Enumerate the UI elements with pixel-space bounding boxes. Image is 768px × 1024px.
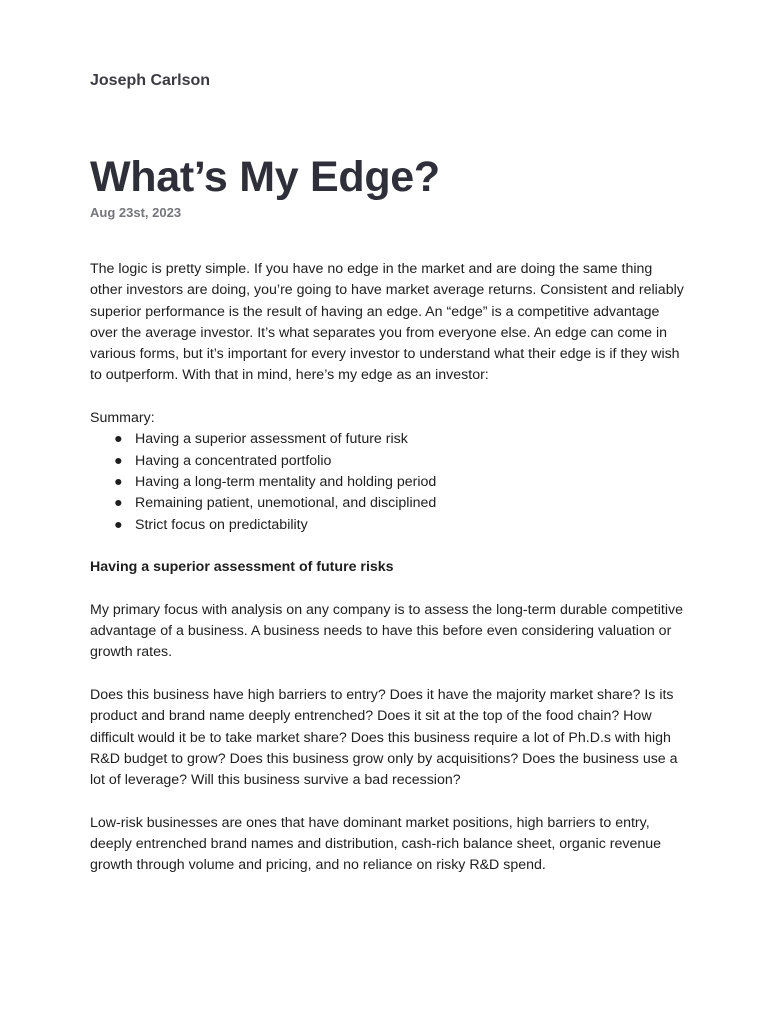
list-item-text: Remaining patient, unemotional, and disciplined	[135, 495, 437, 512]
section-heading: Having a superior assessment of future risks	[90, 559, 394, 576]
spacer	[90, 536, 684, 557]
author-name: Joseph Carlson	[90, 72, 211, 89]
bullet-icon: ●	[114, 495, 123, 512]
summary-list	[90, 429, 684, 535]
publish-date: Aug 23st, 2023	[90, 205, 182, 220]
body-paragraph: Low-risk businesses are ones that have dominant market positions, high barriers to entry, deeply entrenched brand names and distribution, cash-rich balance sheet, organic revenue growth through volume and pricing, and no reliance on risky R&D spend.	[90, 814, 662, 874]
spacer	[90, 578, 684, 599]
body-paragraph: My primary focus with analysis on any company is to assess the long-term durable competitive advantage of a business. A business needs to have this before even considering valuation or growth rates.	[90, 601, 683, 661]
list-item	[90, 472, 684, 493]
list-item-text: Strict focus on predictability	[135, 516, 308, 533]
list-item	[90, 451, 684, 472]
intro-paragraph: The logic is pretty simple. If you have no edge in the market and are doing the same thing other investors are doing, you’re going to have market average returns. Consistent and reliably superior performance is the result of having an edge. An “edge” is a competitive advantage over the average investor. It’s what separates you from everyone else. An edge can come in various forms, but it’s important for every investor to understand what their edge is if they wish to outperform. With that in mind, here’s my edge as an investor:	[90, 261, 684, 384]
list-item-text: Having a superior assessment of future risk	[135, 431, 408, 448]
list-item	[90, 493, 684, 514]
article-body	[90, 259, 684, 877]
list-item	[90, 515, 684, 536]
spacer	[90, 387, 684, 408]
page-title: What’s My Edge?	[90, 153, 440, 201]
list-item-text: Having a long-term mentality and holding period	[135, 473, 437, 490]
spacer	[90, 791, 684, 812]
bullet-icon: ●	[114, 431, 123, 448]
list-item	[90, 429, 684, 450]
bullet-icon: ●	[114, 516, 123, 533]
bullet-icon: ●	[114, 473, 123, 490]
spacer	[90, 664, 684, 685]
bullet-icon: ●	[114, 452, 123, 469]
body-paragraph: Does this business have high barriers to entry? Does it have the majority market share? Is its product and brand name deeply entrenched? Does it sit at the top of the food chain? How difficult would it be to take market share? Does this business require a lot of Ph.D.s with high R&D budget to grow? Does this business grow only by acquisitions? Does the business use a lot of leverage? Will this business survive a bad recession?	[90, 686, 678, 789]
list-item-text: Having a concentrated portfolio	[135, 452, 332, 469]
summary-label: Summary:	[90, 410, 155, 427]
